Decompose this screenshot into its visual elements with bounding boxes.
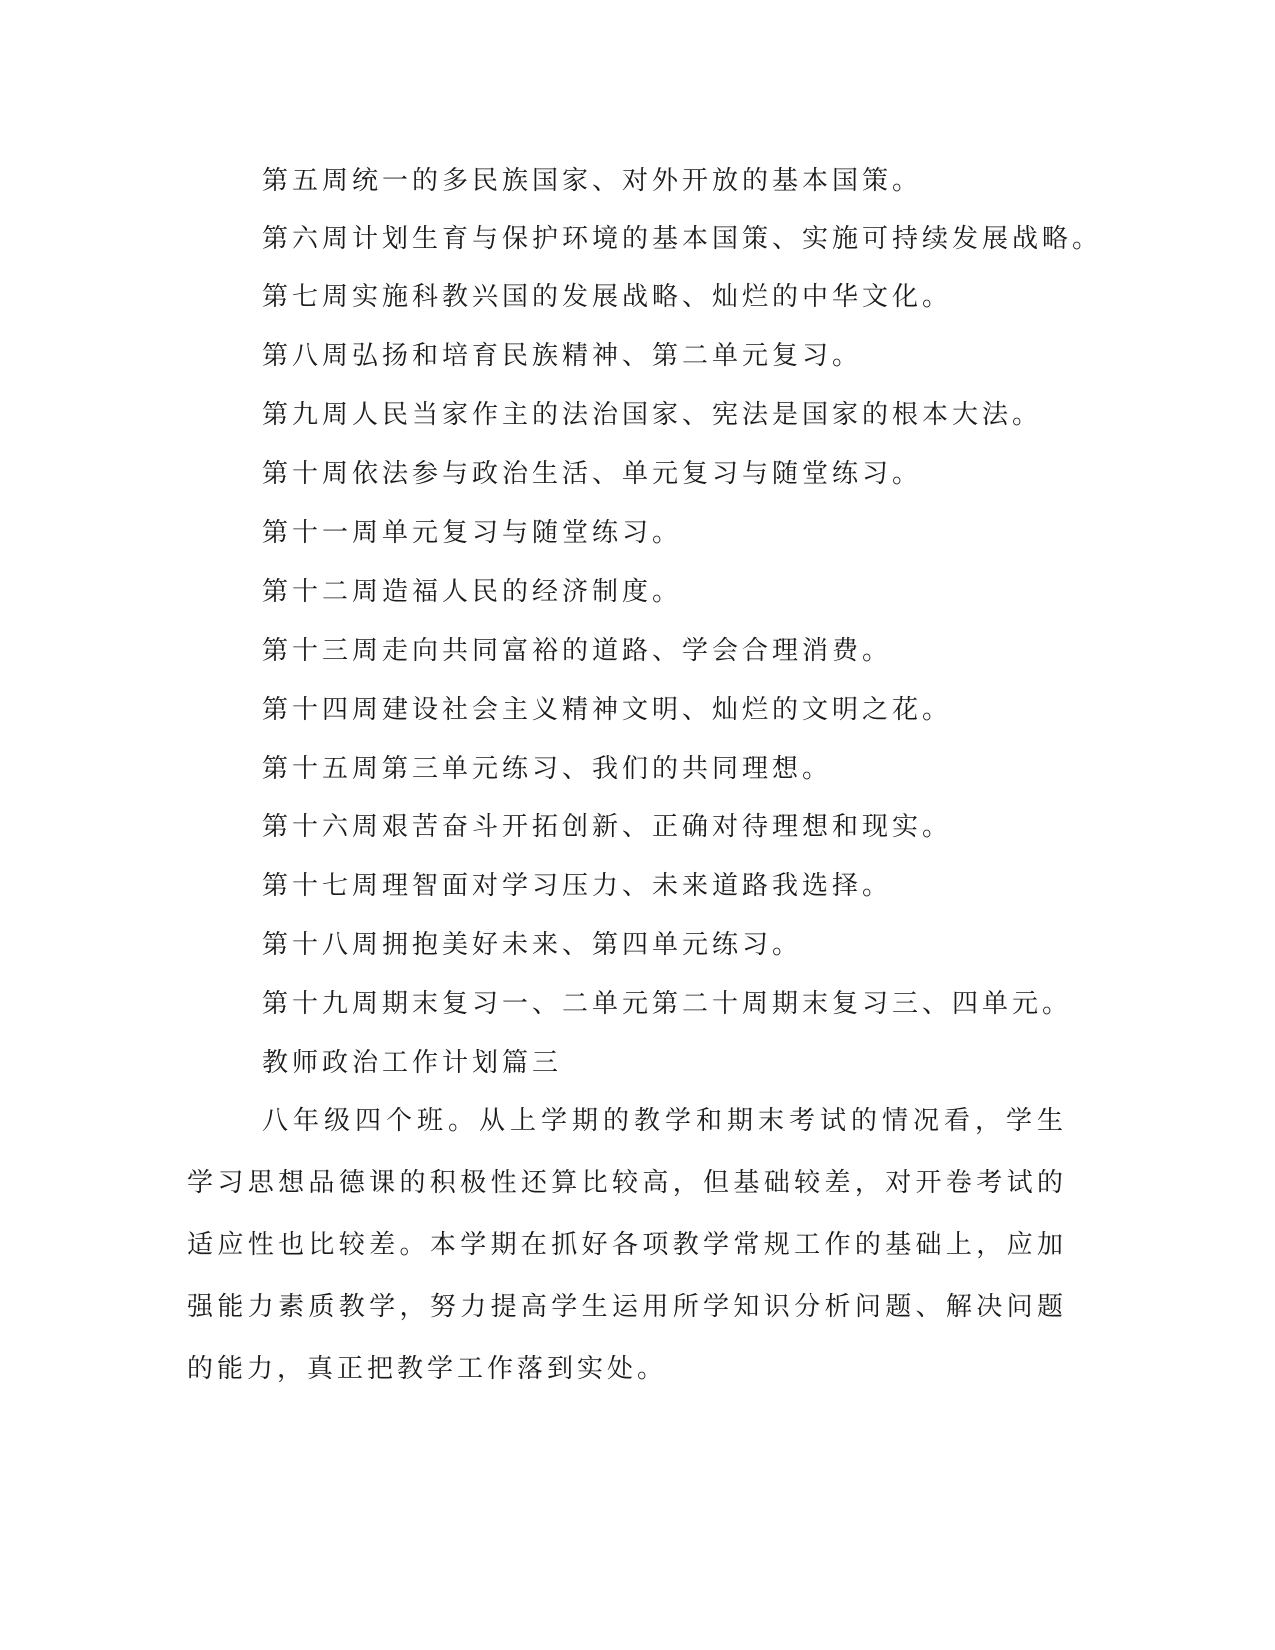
schedule-week-9: 第九周人民当家作主的法治国家、宪法是国家的根本大法。 [262,400,1043,430]
schedule-week-19-20: 第十九周期末复习一、二单元第二十周期末复习三、四单元。 [262,989,1073,1019]
schedule-week-6: 第六周计划生育与保护环境的基本国策、实施可持续发展战略。 [262,224,1103,254]
section-title: 教师政治工作计划篇三 [262,1048,563,1078]
schedule-week-17: 第十七周理智面对学习压力、未来道路我选择。 [262,871,893,901]
schedule-week-14: 第十四周建设社会主义精神文明、灿烂的文明之花。 [262,695,953,725]
schedule-week-18: 第十八周拥抱美好未来、第四单元练习。 [262,930,803,960]
intro-paragraph: 八年级四个班。从上学期的教学和期末考试的情况看，学生学习思想品德课的积极性还算比较高，但基础较差，对开卷考试的适应性也比较差。本学期在抓好各项教学常规工作的基础上，应加强能力素质教学，努力提高学生运用所学知识分析问题、解决问题的能力，真正把教学工作落到实处。 [187,1106,1067,1384]
schedule-week-8: 第八周弘扬和培育民族精神、第二单元复习。 [262,341,863,371]
schedule-week-12: 第十二周造福人民的经济制度。 [262,577,683,607]
schedule-week-11: 第十一周单元复习与随堂练习。 [262,518,683,548]
schedule-week-15: 第十五周第三单元练习、我们的共同理想。 [262,754,833,784]
schedule-week-16: 第十六周艰苦奋斗开拓创新、正确对待理想和现实。 [262,812,953,842]
schedule-week-7: 第七周实施科教兴国的发展战略、灿烂的中华文化。 [262,282,953,312]
schedule-week-10: 第十周依法参与政治生活、单元复习与随堂练习。 [262,459,923,489]
schedule-week-5: 第五周统一的多民族国家、对外开放的基本国策。 [262,166,923,196]
schedule-week-13: 第十三周走向共同富裕的道路、学会合理消费。 [262,636,893,666]
